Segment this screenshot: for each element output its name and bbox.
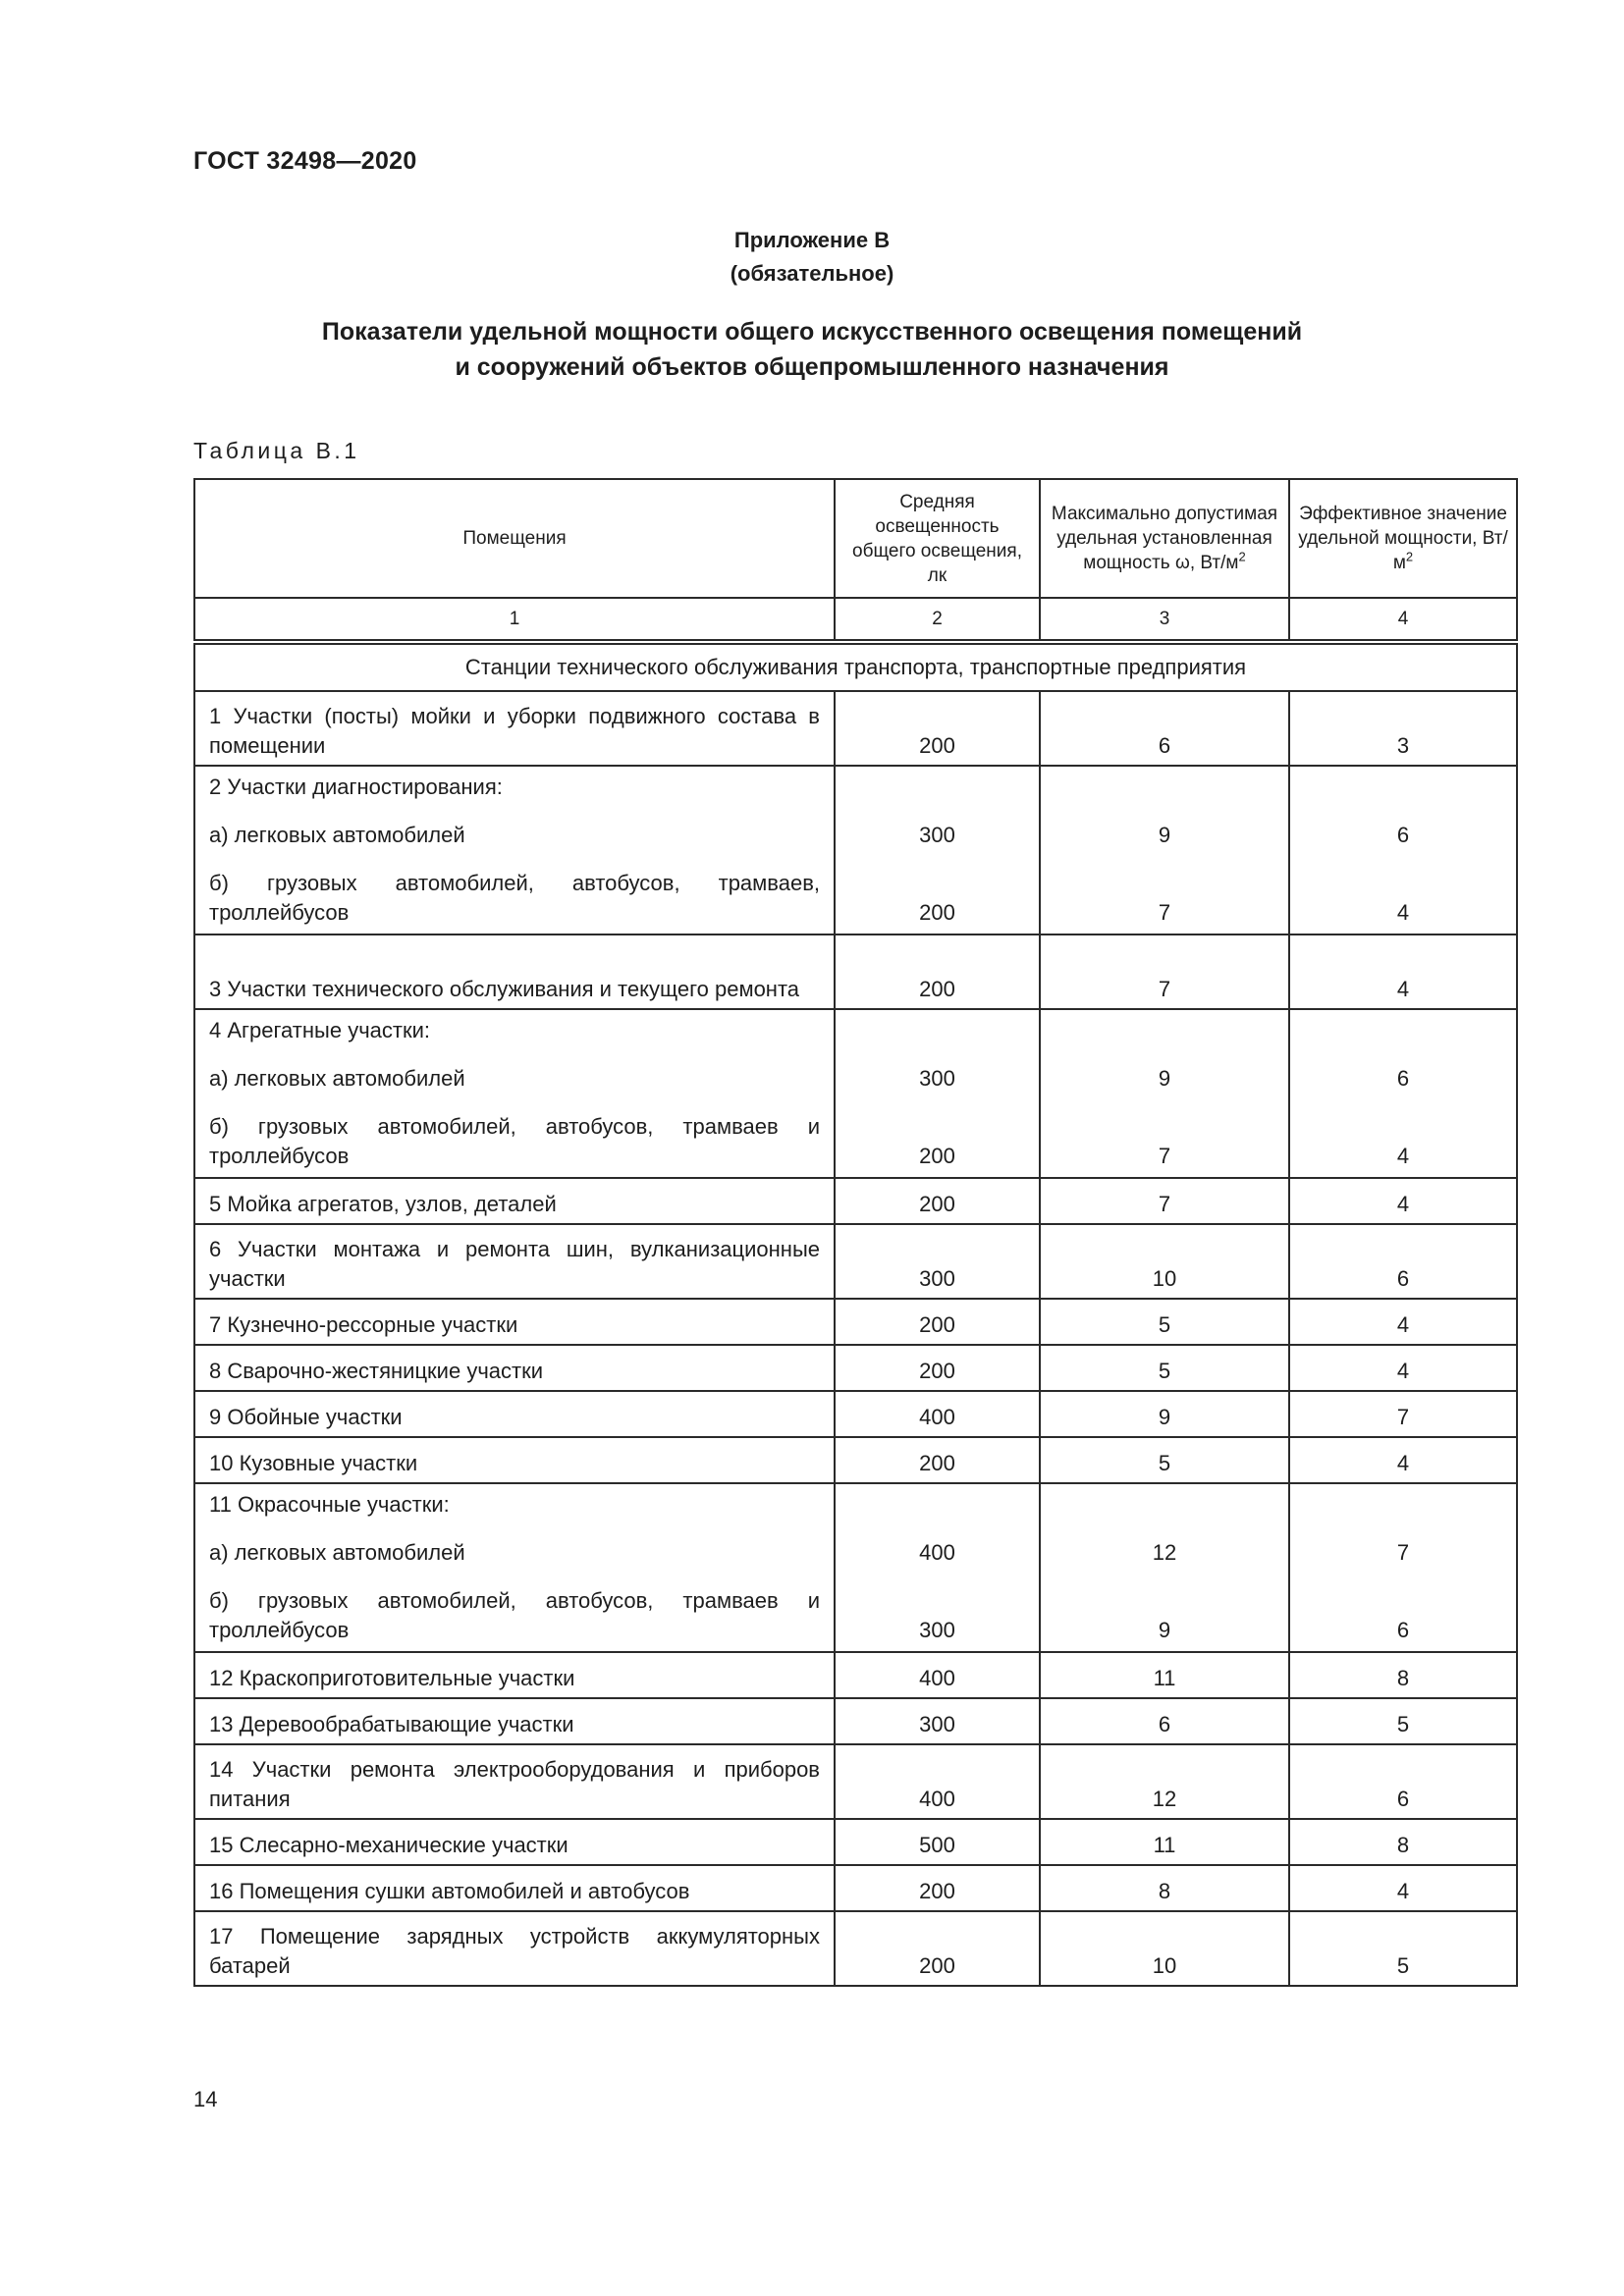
column-number: 1	[194, 598, 835, 642]
value: 5	[1158, 1359, 1171, 1383]
illuminance-cell	[835, 691, 1040, 766]
room-name: 9 Обойные участки	[209, 1405, 403, 1429]
illuminance-cell	[835, 1391, 1040, 1437]
room-name: 16 Помещения сушки автомобилей и автобусов	[209, 1879, 690, 1903]
room-name: 2 Участки диагностирования:	[209, 774, 503, 799]
empty-value	[1298, 773, 1508, 802]
column-header-rooms: Помещения	[194, 479, 835, 598]
max-power-cell	[1040, 766, 1289, 934]
max-power-cell	[1040, 1299, 1289, 1345]
empty-value	[843, 1490, 1031, 1520]
value: 12	[1152, 1540, 1177, 1565]
max-power-cell	[1040, 934, 1289, 1009]
effective-power-cell	[1289, 1437, 1517, 1483]
room-name-cell	[194, 691, 835, 766]
value: 4	[1396, 1879, 1410, 1903]
effective-power-cell	[1289, 766, 1517, 934]
room-name-cell	[194, 1009, 835, 1178]
column-number: 3	[1040, 598, 1289, 642]
value: 11	[1153, 1666, 1176, 1690]
max-power-cell	[1040, 691, 1289, 766]
table-section-row	[194, 642, 1517, 691]
value: 7	[1158, 900, 1171, 925]
room-name-cell	[194, 1652, 835, 1698]
room-name-cell	[194, 1911, 835, 1986]
room-name: 17 Помещение зарядных устройств аккумуляторных батарей	[209, 1924, 820, 1978]
illuminance-cell	[835, 1009, 1040, 1178]
effective-power-cell	[1289, 1009, 1517, 1178]
max-power-cell	[1040, 1224, 1289, 1299]
value: 4	[1396, 900, 1410, 925]
max-power-cell	[1040, 1345, 1289, 1391]
table-row	[194, 1345, 1517, 1391]
room-name-cell	[194, 766, 835, 934]
empty-value	[1049, 1016, 1280, 1045]
max-power-cell	[1040, 1698, 1289, 1744]
column-number: 2	[835, 598, 1040, 642]
table-row	[194, 1698, 1517, 1744]
room-subitem: б) грузовых автомобилей, автобусов, трамваев, троллейбусов	[209, 871, 820, 925]
room-name: 4 Агрегатные участки:	[209, 1018, 430, 1042]
value: 3	[1396, 733, 1410, 758]
table-row	[194, 1391, 1517, 1437]
effective-power-cell	[1289, 1178, 1517, 1224]
max-power-cell	[1040, 1178, 1289, 1224]
room-name-cell	[194, 1744, 835, 1819]
table-row	[194, 1652, 1517, 1698]
illuminance-cell	[835, 1911, 1040, 1986]
section-title	[0, 314, 1624, 385]
value: 7	[1158, 1192, 1171, 1216]
value: 8	[1396, 1833, 1410, 1857]
table-section-title: Станции технического обслуживания транспорта, транспортные предприятия	[194, 642, 1517, 691]
max-power-cell	[1040, 1819, 1289, 1865]
value: 200	[919, 977, 955, 1001]
room-name: 3 Участки технического обслуживания и текущего ремонта	[209, 977, 800, 1001]
power-density-table	[193, 478, 1518, 1987]
value: 7	[1396, 1540, 1410, 1565]
max-power-cell	[1040, 1009, 1289, 1178]
table-row	[194, 1865, 1517, 1911]
room-name: 7 Кузнечно-рессорные участки	[209, 1312, 518, 1337]
empty-value	[1049, 773, 1280, 802]
effective-power-cell	[1289, 934, 1517, 1009]
max-power-cell	[1040, 1652, 1289, 1698]
room-name: 14 Участки ремонта электрооборудования и приборов питания	[209, 1757, 820, 1811]
value: 400	[919, 1787, 955, 1811]
value: 9	[1158, 1405, 1171, 1429]
value: 6	[1158, 1712, 1171, 1736]
value: 11	[1153, 1833, 1176, 1857]
effective-power-cell	[1289, 691, 1517, 766]
value: 5	[1396, 1712, 1410, 1736]
page-number: 14	[193, 2087, 218, 2111]
illuminance-cell	[835, 766, 1040, 934]
room-name-cell	[194, 1483, 835, 1652]
value: 12	[1152, 1787, 1177, 1811]
empty-value	[1298, 1016, 1508, 1045]
illuminance-cell	[835, 1652, 1040, 1698]
effective-power-cell	[1289, 1865, 1517, 1911]
value: 10	[1152, 1953, 1177, 1978]
effective-power-cell	[1289, 1224, 1517, 1299]
room-subitem: а) легковых автомобилей	[209, 823, 465, 847]
value: 200	[919, 1953, 955, 1978]
effective-power-cell	[1289, 1299, 1517, 1345]
value: 6	[1158, 733, 1171, 758]
value: 8	[1158, 1879, 1171, 1903]
value: 10	[1152, 1266, 1177, 1291]
effective-power-cell	[1289, 1744, 1517, 1819]
illuminance-cell	[835, 1299, 1040, 1345]
value: 5	[1158, 1451, 1171, 1475]
value: 200	[919, 1144, 955, 1168]
value: 4	[1396, 1144, 1410, 1168]
value: 6	[1396, 1618, 1410, 1642]
value: 6	[1396, 823, 1410, 847]
value: 8	[1396, 1666, 1410, 1690]
room-name: 15 Слесарно-механические участки	[209, 1833, 568, 1857]
empty-value	[843, 773, 1031, 802]
illuminance-cell	[835, 1345, 1040, 1391]
illuminance-cell	[835, 1178, 1040, 1224]
room-name-cell	[194, 1865, 835, 1911]
room-name: 6 Участки монтажа и ремонта шин, вулканизационные участки	[209, 1237, 820, 1291]
table-row	[194, 1819, 1517, 1865]
column-header-effective-power: Эффективное значение удельной мощности, $Вт/м^2$	[1289, 479, 1517, 598]
room-name: 13 Деревообрабатывающие участки	[209, 1712, 574, 1736]
table-row	[194, 1224, 1517, 1299]
room-subitem: б) грузовых автомобилей, автобусов, трамваев и троллейбусов	[209, 1114, 820, 1168]
room-name-cell	[194, 1299, 835, 1345]
document-header: ГОСТ 32498—2020	[193, 147, 417, 175]
max-power-cell	[1040, 1911, 1289, 1986]
value: 4	[1396, 977, 1410, 1001]
value: 200	[919, 1879, 955, 1903]
value: 300	[919, 1712, 955, 1736]
table-body	[194, 598, 1517, 1986]
value: 9	[1158, 823, 1171, 847]
table-row	[194, 1178, 1517, 1224]
value: 6	[1396, 1787, 1410, 1811]
value: 200	[919, 900, 955, 925]
illuminance-cell	[835, 1224, 1040, 1299]
value: 9	[1158, 1066, 1171, 1091]
room-subitem: а) легковых автомобилей	[209, 1540, 465, 1565]
table-row	[194, 1744, 1517, 1819]
room-name: 1 Участки (посты) мойки и уборки подвижного состава в помещении	[209, 704, 820, 758]
value: 300	[919, 1066, 955, 1091]
value: 6	[1396, 1066, 1410, 1091]
table-row	[194, 1483, 1517, 1652]
max-power-cell	[1040, 1865, 1289, 1911]
empty-value	[1049, 1490, 1280, 1520]
room-name-cell	[194, 1698, 835, 1744]
value: 400	[919, 1666, 955, 1690]
room-name-cell	[194, 1345, 835, 1391]
table-header-row	[194, 479, 1517, 598]
empty-value	[1298, 1490, 1508, 1520]
room-name: 11 Окрасочные участки:	[209, 1492, 450, 1517]
value: 200	[919, 1451, 955, 1475]
value: 300	[919, 823, 955, 847]
value: 7	[1396, 1405, 1410, 1429]
value: 4	[1396, 1192, 1410, 1216]
value: 400	[919, 1405, 955, 1429]
empty-value	[843, 1016, 1031, 1045]
room-subitem: а) легковых автомобилей	[209, 1066, 465, 1091]
room-name-cell	[194, 1437, 835, 1483]
column-header-illuminance: Средняя освещенность общего освещения, лк	[835, 479, 1040, 598]
room-name-cell	[194, 1224, 835, 1299]
illuminance-cell	[835, 1483, 1040, 1652]
room-name-cell	[194, 1819, 835, 1865]
room-name: 8 Сварочно-жестяницкие участки	[209, 1359, 544, 1383]
max-power-cell	[1040, 1744, 1289, 1819]
illuminance-cell	[835, 1865, 1040, 1911]
room-subitem: б) грузовых автомобилей, автобусов, трамваев и троллейбусов	[209, 1588, 820, 1642]
illuminance-cell	[835, 1744, 1040, 1819]
room-name-cell	[194, 1178, 835, 1224]
effective-power-cell	[1289, 1391, 1517, 1437]
effective-power-cell	[1289, 1345, 1517, 1391]
value: 200	[919, 1359, 955, 1383]
illuminance-cell	[835, 934, 1040, 1009]
value: 300	[919, 1266, 955, 1291]
value: 4	[1396, 1451, 1410, 1475]
appendix-status: (обязательное)	[730, 261, 894, 286]
value: 7	[1158, 1144, 1171, 1168]
value: 6	[1396, 1266, 1410, 1291]
value: 9	[1158, 1618, 1171, 1642]
effective-power-cell	[1289, 1483, 1517, 1652]
table-row	[194, 766, 1517, 934]
room-name: 12 Краскоприготовительные участки	[209, 1666, 575, 1690]
effective-power-cell	[1289, 1652, 1517, 1698]
room-name-cell	[194, 1391, 835, 1437]
max-power-cell	[1040, 1437, 1289, 1483]
value: 4	[1396, 1359, 1410, 1383]
column-number-row	[194, 598, 1517, 642]
effective-power-cell	[1289, 1698, 1517, 1744]
section-title-line: Показатели удельной мощности общего искусственного освещения помещений	[321, 318, 1303, 346]
value: 300	[919, 1618, 955, 1642]
appendix-title: Приложение В	[733, 228, 891, 252]
room-name-cell	[194, 934, 835, 1009]
effective-power-cell	[1289, 1819, 1517, 1865]
value: 5	[1158, 1312, 1171, 1337]
table-caption: Таблица В.1	[193, 438, 360, 463]
value: 200	[919, 733, 955, 758]
value: 7	[1158, 977, 1171, 1001]
appendix-heading	[0, 224, 1624, 291]
value: 200	[919, 1312, 955, 1337]
value: 4	[1396, 1312, 1410, 1337]
table-row	[194, 1009, 1517, 1178]
table-row	[194, 1911, 1517, 1986]
value: 200	[919, 1192, 955, 1216]
value: 5	[1396, 1953, 1410, 1978]
column-header-max-power: Максимально допустимая удельная установленная мощность ω, $Вт/м^2$	[1040, 479, 1289, 598]
section-title-line: и сооружений объектов общепромышленного назначения	[455, 353, 1169, 381]
table-row	[194, 1299, 1517, 1345]
illuminance-cell	[835, 1698, 1040, 1744]
illuminance-cell	[835, 1437, 1040, 1483]
effective-power-cell	[1289, 1911, 1517, 1986]
illuminance-cell	[835, 1819, 1040, 1865]
column-number: 4	[1289, 598, 1517, 642]
table-row	[194, 1437, 1517, 1483]
value: 400	[919, 1540, 955, 1565]
value: 500	[919, 1833, 955, 1857]
max-power-cell	[1040, 1483, 1289, 1652]
table-row	[194, 691, 1517, 766]
room-name: 5 Мойка агрегатов, узлов, деталей	[209, 1192, 557, 1216]
room-name: 10 Кузовные участки	[209, 1451, 418, 1475]
max-power-cell	[1040, 1391, 1289, 1437]
table-row	[194, 934, 1517, 1009]
